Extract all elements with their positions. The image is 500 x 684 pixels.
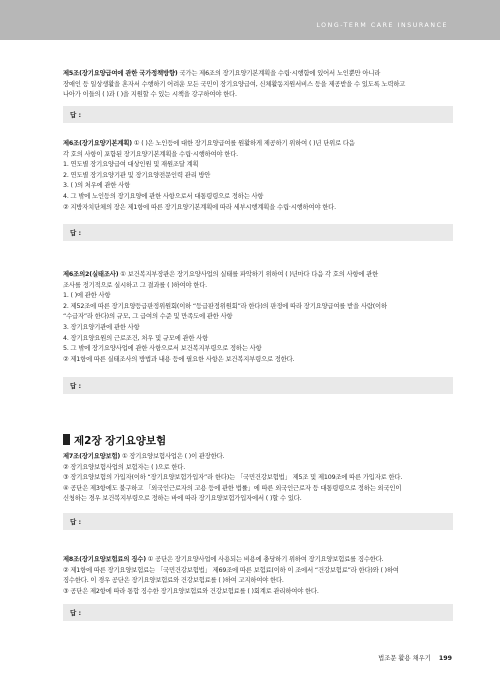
article-line: 각 호의 사항이 포함된 장기요양기본계획을 수립·시행하여야 한다. (63, 150, 238, 158)
answer-box-article-5[interactable] (63, 106, 453, 123)
article-line: 1. 연도별 장기요양급여 대상인원 및 재원조달 계획 (63, 161, 199, 169)
chapter-marker-icon (63, 434, 70, 445)
article-line: 3. 장기요양기관에 관한 사항 (63, 323, 140, 331)
article-line: ② 장기요양보험사업의 보험자는 ( )으로 한다. (63, 463, 186, 471)
answer-box-article-7[interactable] (63, 513, 453, 530)
article-line: 2. 제52조에 따른 장기요양등급판정위원회(이하 “등급판정위원회”라 한다)의 판정에 따라 장기요양급여를 받을 사람(이하 (63, 302, 387, 310)
article-line: 징수한다. 이 경우 공단은 장기요양보험료와 건강보험료를 ( )하여 고지하여야 한다. (63, 577, 284, 585)
article-line: 4. 그 밖에 노인등의 장기요양에 관한 사항으로서 대통령령으로 정하는 사항 (63, 192, 264, 200)
article-line: ③ 공단은 제2항에 따라 통합 징수한 장기요양보험료와 건강보험료를 ( )회계로 관리하여야 한다. (63, 587, 319, 595)
article-line: ② 제1항에 따른 장기요양보험료는 「국민건강보험법」 제69조에 따른 보험료(이하 이 조에서 “건강보험료”라 한다)와 ( )하여 (63, 566, 399, 574)
answer-box-article-6[interactable] (63, 224, 453, 241)
page-number: 199 (438, 655, 452, 662)
article-line: ③ 장기요양보험의 가입자(이하 “장기요양보험가입자”라 한다)는 「국민건강보험법」 제5조 및 제109조에 따른 가입자로 한다. (63, 474, 403, 482)
article-line: 2. 연도별 장기요양기관 및 장기요양전문인력 관리 방안 (63, 171, 211, 179)
answer-label: 답 : (70, 111, 82, 119)
page-footer (378, 653, 452, 662)
article-line: 나아가 이들의 ( )과 ( )을 지원할 수 있는 시책을 강구하여야 한다. (63, 91, 237, 99)
article-6-2 (63, 270, 453, 365)
article-7 (63, 452, 453, 505)
answer-label: 답 : (70, 229, 82, 237)
article-line: 제6조의2(실태조사) ① 보건복지부장관은 장기요양사업의 실태를 파악하기 위하여 ( )년마다 다음 각 호의 사항에 관한 (63, 271, 379, 278)
header-bar (0, 0, 500, 40)
answer-label: 답 : (70, 609, 82, 617)
answer-box-article-6-2[interactable] (63, 377, 453, 394)
answer-box-article-8[interactable] (63, 604, 453, 621)
header-title: LONG-TERM CARE INSURANCE (316, 22, 448, 29)
article-5 (63, 69, 453, 101)
article-line: ② 제1항에 따른 실태조사의 방법과 내용 등에 필요한 사항은 보건복지부령으로 정한다. (63, 355, 295, 363)
article-6 (63, 139, 453, 213)
article-line: 제8조(장기요양보험료의 징수) ① 공단은 장기요양사업에 사용되는 비용에 충당하기 위하여 장기요양보험료를 징수한다. (63, 556, 384, 563)
article-line: 5. 그 밖에 장기요양사업에 관한 사항으로서 보건복지부령으로 정하는 사항 (63, 345, 262, 353)
article-line: ② 지방자치단체의 장은 제1항에 따른 장기요양기본계획에 따라 세부시행계획을 수립·시행하여야 한다. (63, 203, 336, 211)
article-line: 조사를 정기적으로 실시하고 그 결과를 ( )하여야 한다. (63, 281, 208, 289)
answer-label: 답 : (70, 382, 82, 390)
chapter-heading: 제2장 장기요양보험 (63, 433, 166, 447)
article-line: 제6조(장기요양기본계획) ① ( )은 노인등에 대한 장기요양급여를 원활하게 제공하기 위하여 ( )년 단위로 다음 (63, 140, 355, 147)
footer-title: 법조문 활용 채우기 (378, 655, 431, 662)
article-line: “수급자”라 한다)의 규모, 그 급여의 수준 및 만족도에 관한 사항 (63, 313, 233, 321)
article-line: 장애인 등 일상생활을 혼자서 수행하기 어려운 모든 국민이 장기요양급여, 신체활동지원서비스 등을 제공받을 수 있도록 노력하고 (63, 80, 406, 88)
article-line: 3. ( )의 처우에 관한 사항 (63, 182, 131, 190)
article-line: 1. ( )에 관한 사항 (63, 292, 111, 300)
article-line: 4. 장기요양요원의 근로조건, 처우 및 규모에 관한 사항 (63, 334, 209, 342)
article-line: 신청하는 경우 보건복지부령으로 정하는 바에 따라 장기요양보험가입자에서 ( )할 수 있다. (63, 495, 302, 503)
answer-label: 답 : (70, 518, 82, 526)
article-line: ④ 공단은 제3항에도 불구하고 「외국인근로자의 고용 등에 관한 법률」에 따른 외국인근로자 등 대통령령으로 정하는 외국인이 (63, 484, 402, 492)
article-8 (63, 555, 453, 597)
article-line: 제7조(장기요양보험) ① 장기요양보험사업은 ( )이 관장한다. (63, 453, 225, 460)
article-line: 제5조(장기요양급여에 관한 국가정책방향) 국가는 제6조의 장기요양기본계획을 수립·시행함에 있어서 노인뿐만 아니라 (63, 70, 381, 77)
